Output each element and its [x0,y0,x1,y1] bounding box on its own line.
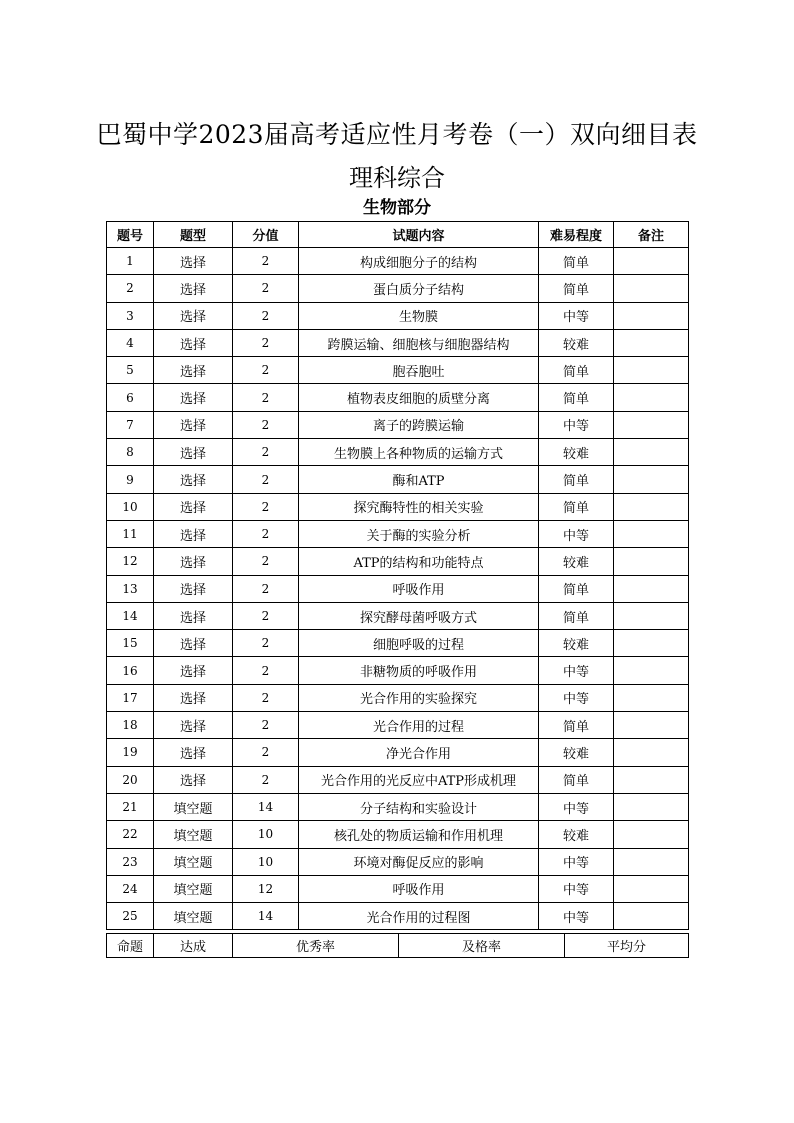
cell-no: 1 [107,248,154,275]
cell-score: 2 [233,302,299,329]
cell-content: 呼吸作用 [299,575,539,602]
cell-note [614,739,689,766]
cell-score: 2 [233,712,299,739]
cell-no: 15 [107,630,154,657]
cell-difficulty: 简单 [539,712,614,739]
cell-note [614,793,689,820]
table-row [107,602,689,629]
cell-score: 10 [233,848,299,875]
cell-no: 3 [107,302,154,329]
cell-difficulty: 简单 [539,248,614,275]
cell-note [614,357,689,384]
table-row [107,466,689,493]
cell-type: 选择 [154,329,233,356]
cell-score: 2 [233,630,299,657]
cell-score: 2 [233,602,299,629]
cell-difficulty: 简单 [539,575,614,602]
cell-note [614,248,689,275]
cell-content: 关于酶的实验分析 [299,520,539,547]
cell-type: 选择 [154,384,233,411]
cell-no: 16 [107,657,154,684]
cell-difficulty: 中等 [539,684,614,711]
table-row [107,712,689,739]
summary-row [107,934,689,958]
cell-note [614,848,689,875]
cell-no: 11 [107,520,154,547]
table-row [107,520,689,547]
cell-no: 13 [107,575,154,602]
cell-score: 2 [233,657,299,684]
cell-no: 7 [107,411,154,438]
cell-no: 10 [107,493,154,520]
cell-note [614,821,689,848]
cell-no: 14 [107,602,154,629]
cell-score: 12 [233,875,299,902]
cell-difficulty: 简单 [539,275,614,302]
summary-pass: 及格率 [399,934,565,958]
cell-note [614,384,689,411]
table-row [107,248,689,275]
cell-difficulty: 中等 [539,302,614,329]
cell-no: 23 [107,848,154,875]
table-row [107,329,689,356]
cell-content: 跨膜运输、细胞核与细胞器结构 [299,329,539,356]
cell-note [614,630,689,657]
section-title: 生物部分 [363,198,431,218]
summary-label: 命题 [107,934,154,958]
summary-excellent: 优秀率 [233,934,399,958]
table-row [107,766,689,793]
cell-type: 选择 [154,548,233,575]
cell-score: 2 [233,739,299,766]
cell-score: 2 [233,520,299,547]
cell-score: 2 [233,493,299,520]
cell-no: 9 [107,466,154,493]
header-score: 分值 [233,222,299,248]
table-row [107,821,689,848]
cell-no: 2 [107,275,154,302]
cell-type: 填空题 [154,821,233,848]
cell-no: 5 [107,357,154,384]
cell-score: 14 [233,903,299,930]
cell-difficulty: 简单 [539,493,614,520]
cell-difficulty: 简单 [539,357,614,384]
cell-content: 净光合作用 [299,739,539,766]
table-row [107,630,689,657]
cell-difficulty: 中等 [539,520,614,547]
cell-type: 填空题 [154,903,233,930]
cell-note [614,275,689,302]
cell-type: 填空题 [154,793,233,820]
cell-score: 2 [233,411,299,438]
cell-content: ATP的结构和功能特点 [299,548,539,575]
cell-type: 选择 [154,466,233,493]
cell-score: 2 [233,766,299,793]
cell-content: 光合作用的过程 [299,712,539,739]
cell-note [614,493,689,520]
table-row [107,493,689,520]
cell-difficulty: 中等 [539,875,614,902]
cell-content: 酶和ATP [299,466,539,493]
cell-score: 2 [233,684,299,711]
cell-content: 探究酵母菌呼吸方式 [299,602,539,629]
cell-no: 24 [107,875,154,902]
summary-average: 平均分 [565,934,689,958]
header-content: 试题内容 [299,222,539,248]
table-row [107,848,689,875]
cell-difficulty: 简单 [539,466,614,493]
cell-note [614,575,689,602]
cell-difficulty: 较难 [539,739,614,766]
cell-type: 填空题 [154,848,233,875]
cell-type: 选择 [154,302,233,329]
header-note: 备注 [614,222,689,248]
table-header-row [107,222,689,248]
table-row [107,384,689,411]
cell-content: 生物膜上各种物质的运输方式 [299,439,539,466]
cell-content: 环境对酶促反应的影响 [299,848,539,875]
cell-type: 选择 [154,520,233,547]
table-row [107,275,689,302]
cell-difficulty: 简单 [539,602,614,629]
table-row [107,411,689,438]
cell-no: 18 [107,712,154,739]
table-row [107,793,689,820]
cell-difficulty: 较难 [539,821,614,848]
cell-note [614,602,689,629]
cell-difficulty: 较难 [539,548,614,575]
cell-type: 填空题 [154,875,233,902]
cell-type: 选择 [154,357,233,384]
table-row [107,439,689,466]
cell-content: 构成细胞分子的结构 [299,248,539,275]
cell-content: 离子的跨膜运输 [299,411,539,438]
cell-type: 选择 [154,275,233,302]
cell-no: 12 [107,548,154,575]
cell-content: 生物膜 [299,302,539,329]
cell-note [614,548,689,575]
cell-note [614,712,689,739]
page-title: 巴蜀中学2023届高考适应性月考卷（一）双向细目表 [96,120,698,149]
cell-difficulty: 中等 [539,793,614,820]
header-no: 题号 [107,222,154,248]
cell-type: 选择 [154,602,233,629]
cell-note [614,684,689,711]
cell-score: 2 [233,548,299,575]
cell-type: 选择 [154,739,233,766]
cell-difficulty: 简单 [539,384,614,411]
summary-table [106,933,689,958]
detail-table [106,221,689,930]
cell-difficulty: 中等 [539,903,614,930]
cell-score: 2 [233,439,299,466]
table-row [107,875,689,902]
cell-type: 选择 [154,575,233,602]
cell-note [614,329,689,356]
cell-no: 17 [107,684,154,711]
cell-difficulty: 较难 [539,439,614,466]
summary-achieve: 达成 [154,934,233,958]
cell-content: 细胞呼吸的过程 [299,630,539,657]
cell-content: 探究酶特性的相关实验 [299,493,539,520]
table-row [107,575,689,602]
cell-note [614,411,689,438]
cell-type: 选择 [154,248,233,275]
cell-no: 22 [107,821,154,848]
cell-type: 选择 [154,684,233,711]
cell-difficulty: 较难 [539,329,614,356]
cell-score: 14 [233,793,299,820]
cell-note [614,903,689,930]
cell-content: 光合作用的光反应中ATP形成机理 [299,766,539,793]
cell-difficulty: 简单 [539,766,614,793]
table-row [107,684,689,711]
cell-note [614,466,689,493]
cell-difficulty: 中等 [539,657,614,684]
cell-no: 20 [107,766,154,793]
cell-type: 选择 [154,493,233,520]
cell-note [614,520,689,547]
cell-no: 4 [107,329,154,356]
cell-content: 核孔处的物质运输和作用机理 [299,821,539,848]
table-row [107,657,689,684]
cell-score: 2 [233,329,299,356]
cell-difficulty: 中等 [539,848,614,875]
cell-score: 2 [233,357,299,384]
cell-content: 光合作用的实验探究 [299,684,539,711]
cell-note [614,766,689,793]
cell-note [614,302,689,329]
cell-score: 2 [233,384,299,411]
cell-no: 25 [107,903,154,930]
cell-content: 胞吞胞吐 [299,357,539,384]
table-row [107,739,689,766]
table-row [107,548,689,575]
cell-type: 选择 [154,766,233,793]
cell-note [614,657,689,684]
cell-type: 选择 [154,657,233,684]
cell-score: 2 [233,575,299,602]
cell-note [614,875,689,902]
cell-no: 8 [107,439,154,466]
table-row [107,302,689,329]
cell-content: 植物表皮细胞的质壁分离 [299,384,539,411]
cell-score: 10 [233,821,299,848]
cell-score: 2 [233,275,299,302]
cell-difficulty: 较难 [539,630,614,657]
cell-content: 蛋白质分子结构 [299,275,539,302]
cell-type: 选择 [154,630,233,657]
cell-note [614,439,689,466]
cell-score: 2 [233,248,299,275]
cell-content: 非糖物质的呼吸作用 [299,657,539,684]
table-row [107,903,689,930]
header-type: 题型 [154,222,233,248]
cell-content: 光合作用的过程图 [299,903,539,930]
header-difficulty: 难易程度 [539,222,614,248]
cell-type: 选择 [154,712,233,739]
cell-difficulty: 中等 [539,411,614,438]
cell-score: 2 [233,466,299,493]
cell-content: 分子结构和实验设计 [299,793,539,820]
cell-no: 19 [107,739,154,766]
cell-no: 21 [107,793,154,820]
cell-type: 选择 [154,439,233,466]
cell-type: 选择 [154,411,233,438]
page-subtitle: 理科综合 [349,164,445,192]
table-row [107,357,689,384]
cell-no: 6 [107,384,154,411]
cell-content: 呼吸作用 [299,875,539,902]
